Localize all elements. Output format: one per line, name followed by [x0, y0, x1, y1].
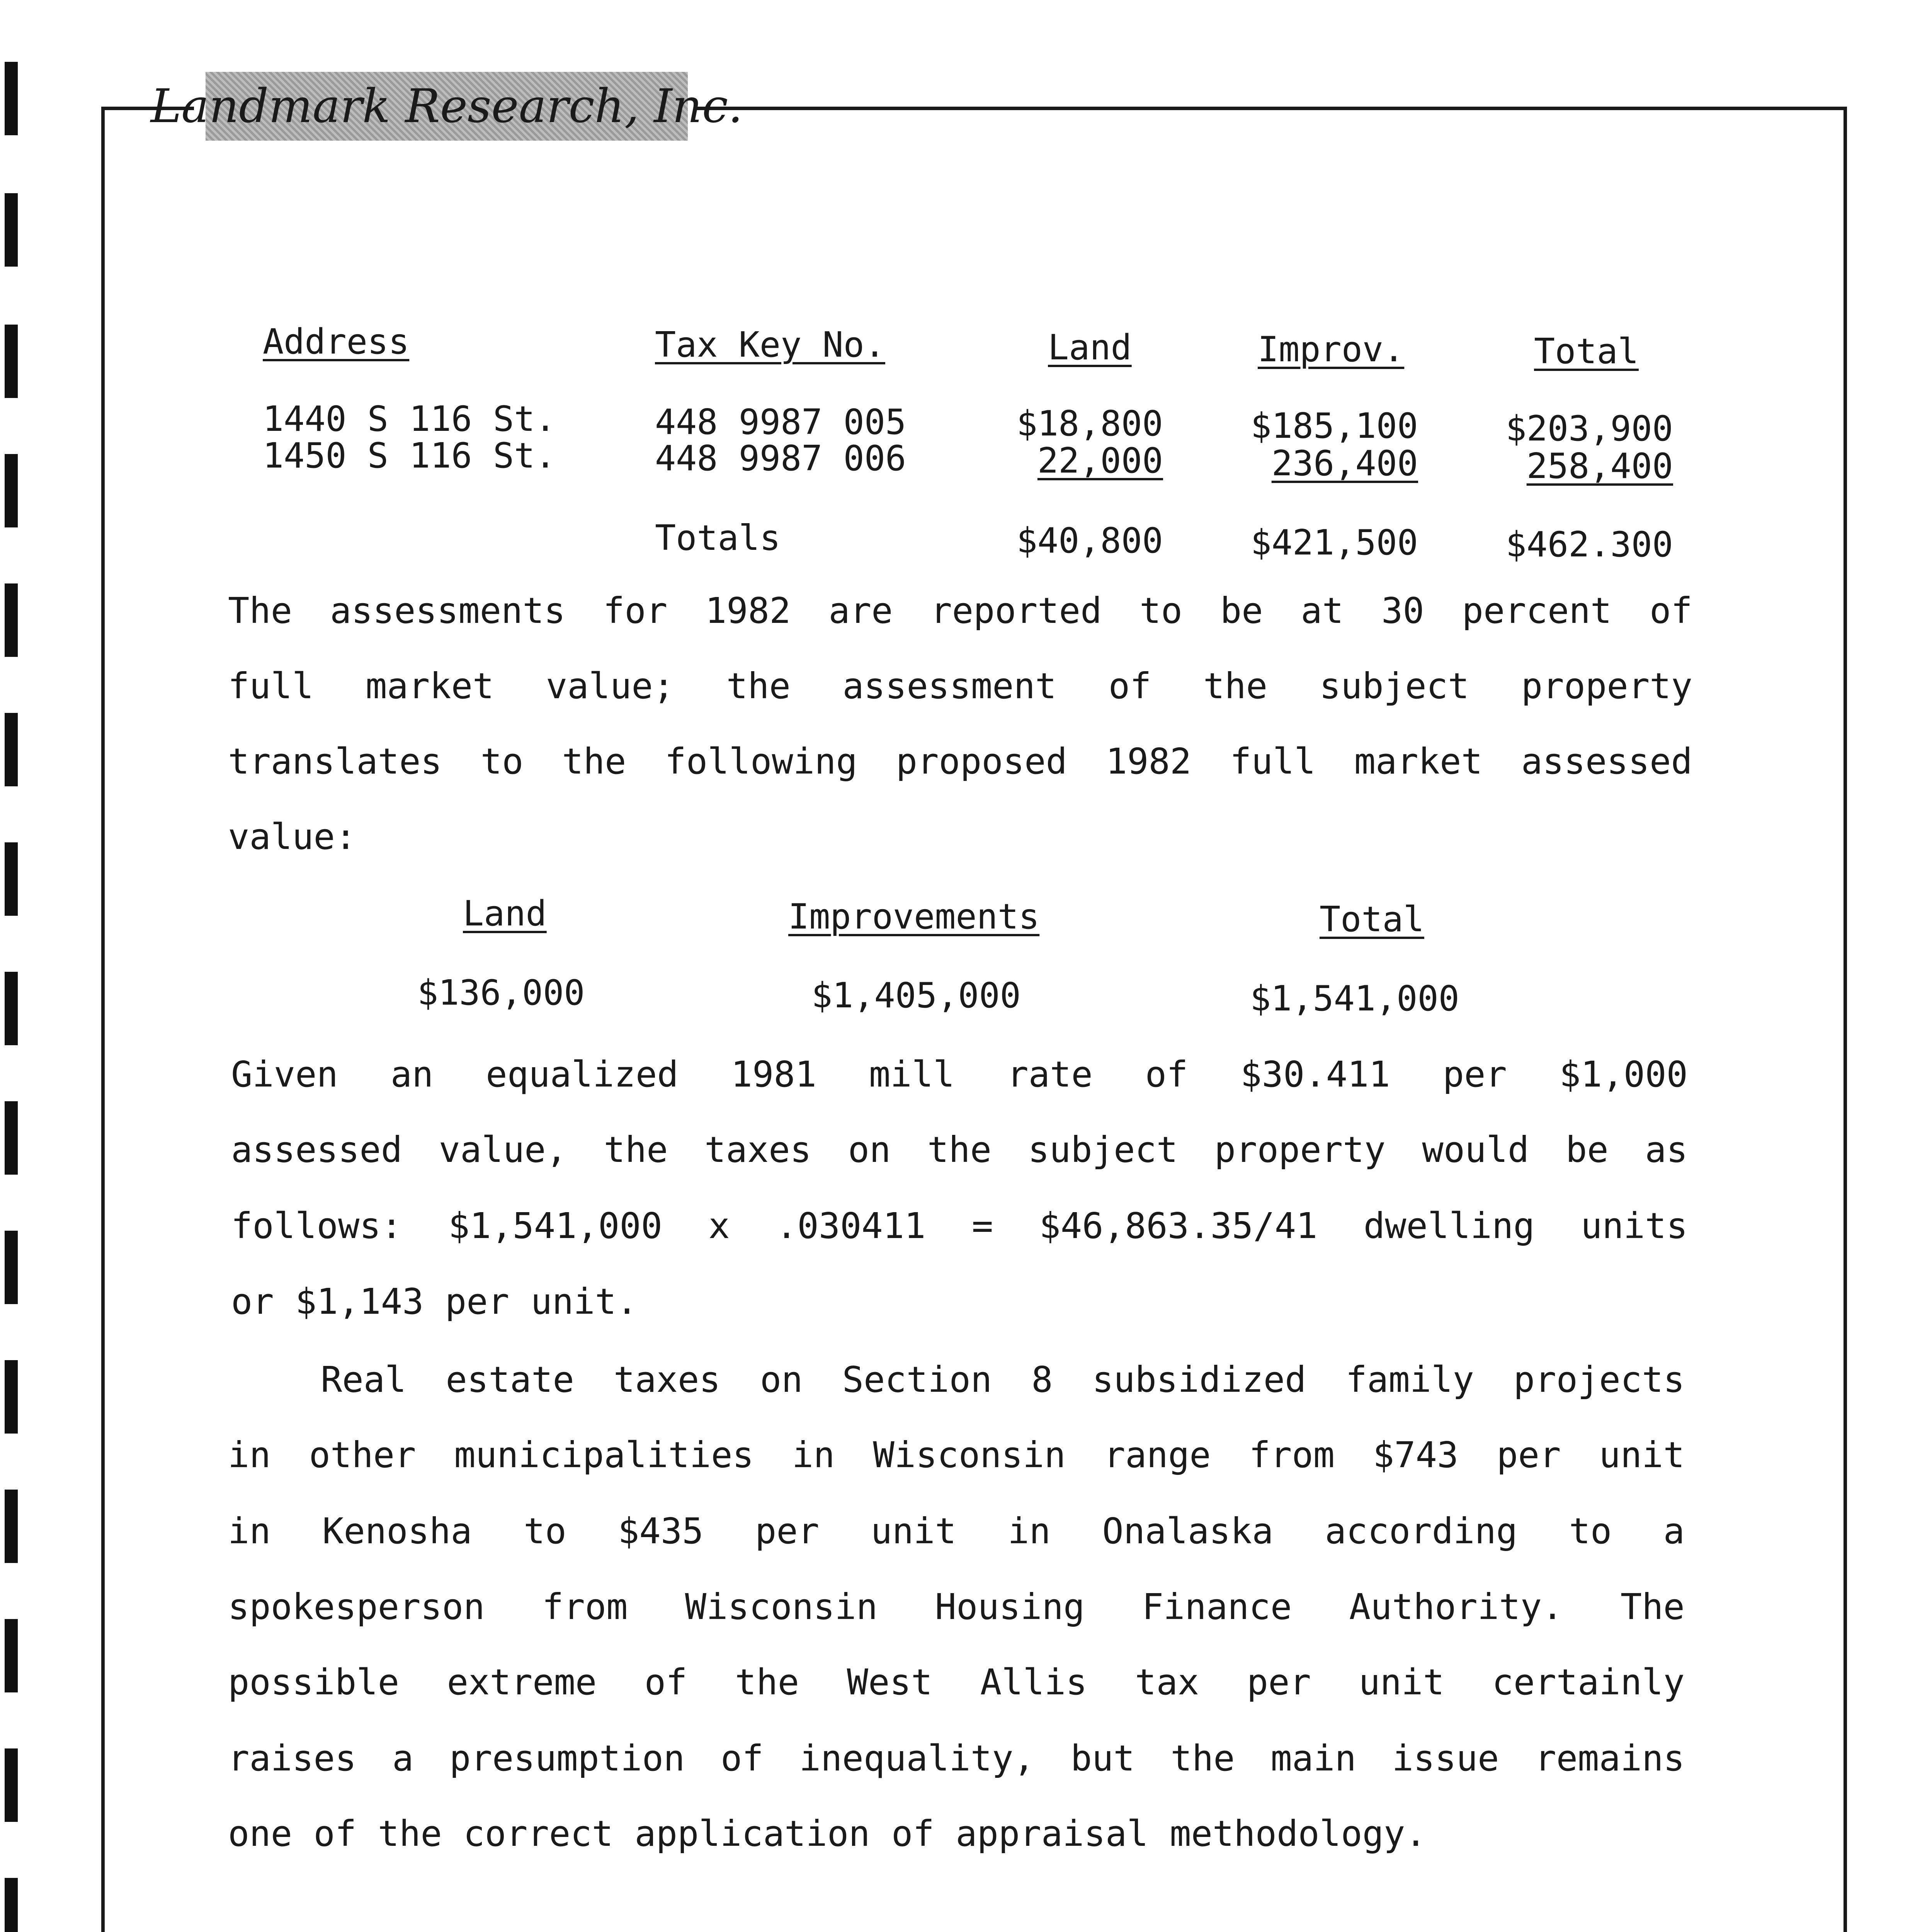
binding-mark: [5, 62, 18, 135]
cell-land: 22,000: [1037, 440, 1163, 481]
text-line: follows: $1,541,000 x .030411 = $46,863.35/41 dwelling units: [231, 1205, 1688, 1247]
text-line: raises a presumption of inequality, but the main issue remains: [228, 1738, 1685, 1779]
cell-tax-key: 448 9987 005: [655, 402, 906, 442]
text-line: possible extreme of the West Allis tax per unit certainly: [228, 1662, 1685, 1703]
binding-mark: [5, 1231, 18, 1304]
text-line: full market value; the assessment of the subject property: [228, 665, 1692, 707]
binding-mark: [5, 1101, 18, 1175]
text-line: one of the correct application of appraisal methodology.: [228, 1813, 1427, 1854]
binding-mark: [5, 1490, 18, 1563]
binding-mark: [5, 1619, 18, 1692]
mv-value-improvements: $1,405,000: [811, 975, 1021, 1016]
binding-mark: [5, 454, 18, 527]
col-header-total: Total: [1534, 331, 1639, 372]
col-header-address: Address: [263, 321, 410, 362]
cell-land: $18,800: [1016, 403, 1163, 444]
text-line: in Kenosha to $435 per unit in Onalaska according to a: [228, 1510, 1685, 1552]
binding-mark: [5, 972, 18, 1045]
totals-label: Totals: [655, 518, 781, 558]
cell-improv: $185,100: [1250, 406, 1418, 446]
cell-address: 1450 S 116 St.: [263, 435, 556, 476]
col-header-land: Land: [1048, 327, 1132, 368]
totals-land: $40,800: [1016, 520, 1163, 561]
cell-total: $203,900: [1505, 408, 1673, 449]
text-line: The assessments for 1982 are reported to be at 30 percent of: [228, 590, 1692, 631]
text-line: value:: [228, 816, 357, 857]
paragraph-tax-calculation: [231, 1054, 1688, 1327]
text-line: or $1,143 per unit.: [231, 1281, 638, 1322]
text-line: Real estate taxes on Section 8 subsidized family projects: [321, 1359, 1685, 1400]
mv-header-land: Land: [463, 893, 547, 934]
col-header-tax-key: Tax Key No.: [655, 325, 886, 365]
cell-tax-key: 448 9987 006: [655, 438, 906, 479]
binding-mark: [5, 1878, 18, 1932]
text-line: in other municipalities in Wisconsin range from $743 per unit: [228, 1434, 1685, 1476]
mv-value-total: $1,541,000: [1250, 978, 1459, 1019]
binding-mark: [5, 325, 18, 398]
text-line: translates to the following proposed 1982 full market assessed: [228, 741, 1692, 782]
mv-value-land: $136,000: [417, 973, 585, 1013]
col-header-improv: Improv.: [1258, 329, 1405, 370]
cell-improv: 236,400: [1271, 443, 1418, 484]
paragraph-assessment-basis: [228, 590, 1692, 864]
text-line: spokesperson from Wisconsin Housing Finance Authority. The: [228, 1586, 1685, 1628]
text-line: assessed value, the taxes on the subject property would be as: [231, 1129, 1688, 1170]
cell-address: 1440 S 116 St.: [263, 399, 556, 439]
totals-total: $462.300: [1505, 524, 1673, 565]
binding-mark: [5, 1360, 18, 1434]
company-logo: Landmark Research, Inc.: [206, 72, 688, 141]
cell-total: 258,400: [1526, 446, 1673, 486]
frame-top-line: [696, 107, 1844, 110]
binding-mark: [5, 842, 18, 916]
text-line: Given an equalized 1981 mill rate of $30.411 per $1,000: [231, 1054, 1688, 1095]
binding-mark: [5, 193, 18, 267]
mv-header-improvements: Improvements: [788, 896, 1040, 937]
binding-mark: [5, 713, 18, 786]
paragraph-section8-comparison: [228, 1359, 1685, 1864]
mv-header-total: Total: [1320, 899, 1424, 940]
totals-improv: $421,500: [1250, 522, 1418, 563]
binding-mark: [5, 1748, 18, 1822]
binding-mark: [5, 583, 18, 657]
